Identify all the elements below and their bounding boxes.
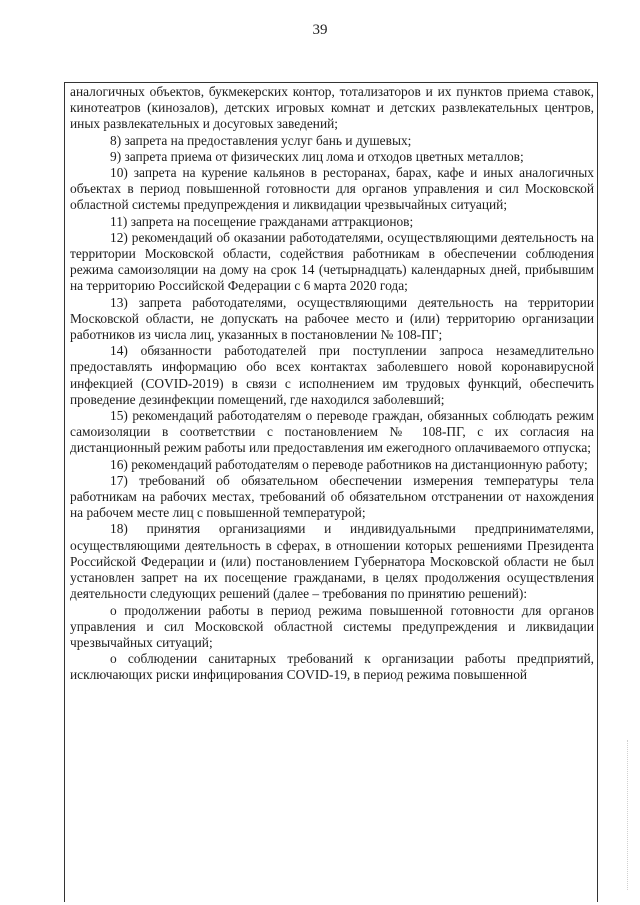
paragraph-item-15: 15) рекомендаций работодателям о переводе граждан, обязанных соблюдать режим самоизоляции в соответствии с постановлением № 108-ПГ, с их согласия на дистанционный режим работы или предоставления им ежегодного оплачиваемого отпуска; xyxy=(70,408,594,456)
paragraph-item-11: 11) запрета на посещение гражданами аттракционов; xyxy=(110,213,414,229)
paragraph-item-8: 8) запрета на предоставления услуг бань и душевых; xyxy=(110,132,412,148)
paragraph-item-12: 12) рекомендаций об оказании работодателями, осуществляющими деятельность на территории Московской области, содействия работникам в обеспечении соблюдения режима самоизоляции на дому на срок 14 (четырнадцать) календарных дней, прибывшим на территорию Российской Федерации с 6 марта 2020 года; xyxy=(70,229,594,294)
paragraph-item-16: 16) рекомендаций работодателям о переводе работников на дистанционную работу; xyxy=(110,456,588,472)
paragraph-sub-sanitary: о соблюдении санитарных требований к организации работы предприятий, исключающих риски инфицирования COVID-19, в период режима повышенной xyxy=(70,651,594,683)
paragraph-sub-continuation: о продолжении работы в период режима повышенной готовности для органов управления и сил Московской областной системы предупреждения и ликвидации чрезвычайных ситуаций; xyxy=(70,602,594,650)
page-number: 39 xyxy=(312,22,328,38)
paragraph-item-18: 18) принятия организациями и индивидуальными предпринимателями, осуществляющими деятельность в сферах, в отношении которых решениями Президента Российской Федерации и (или) постановлением Губернатора Московской области не был установлен запрет на их посещение гражданами, в целях продолжения осуществления деятельности следующих решений (далее – требования по принятию решений): xyxy=(70,521,594,602)
paragraph-item-9: 9) запрета приема от физических лиц лома и отходов цветных металлов; xyxy=(110,148,524,164)
paragraph-continuation: аналогичных объектов, букмекерских контор, тотализаторов и их пунктов приема ставок, кинотеатров (кинозалов), детских игровых комнат и детских развлекательных центров, иных развлекательных и досуговых заведений; xyxy=(70,84,594,132)
paragraph-item-14: 14) обязанности работодателей при поступлении запроса незамедлительно предоставлять информацию обо всех контактах заболевшего новой коронавирусной инфекцией (COVID-2019) в связи с исполнением им трудовых функций, обеспечить проведение дезинфекции помещений, где находился заболевший; xyxy=(70,343,594,407)
paragraph-item-17: 17) требований об обязательном обеспечении измерения температуры тела работникам на рабочих местах, требований об обязательном отстранении от нахождения на рабочем месте лиц с повышенной температурой; xyxy=(70,472,594,521)
scan-edge-mark xyxy=(627,740,634,890)
paragraph-item-10: 10) запрета на курение кальянов в ресторанах, барах, кафе и иных аналогичных объектах в период повышенной готовности для органов управления и сил Московской областной системы предупреждения и ликвидации чрезвычайных ситуаций; xyxy=(70,165,594,213)
paragraph-item-13: 13) запрета работодателями, осуществляющими деятельность на территории Московской области, не допускать на рабочее место и (или) территорию организации работников из числа лиц, указанных в постановлении № 108-ПГ; xyxy=(70,294,594,343)
document-body xyxy=(70,84,594,684)
